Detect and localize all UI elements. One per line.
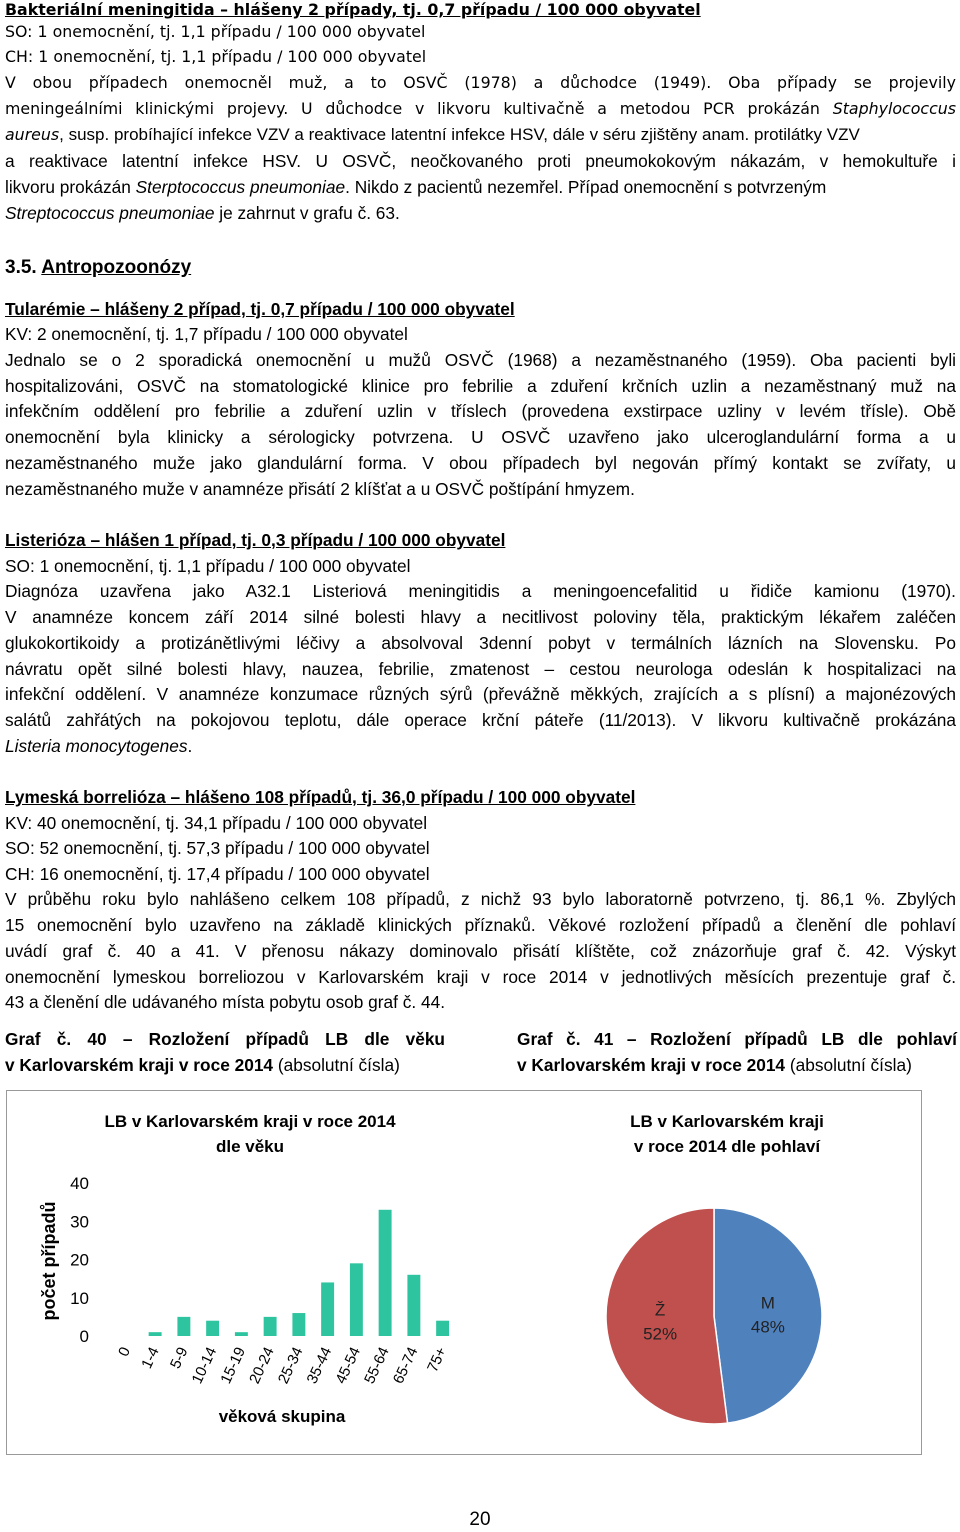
x-tick-label: 20-24 [246, 1344, 278, 1387]
listeriosis-line: V anamnéze koncem září 2014 silné bolesti hlavy a necitlivost poloviny těla, praktickým lékařem zaléčen [5, 607, 956, 627]
section-title: Antropozoonózy [41, 257, 192, 278]
y-tick-label: 10 [70, 1288, 89, 1308]
listeriosis-line: infekční oddělení. V anamnéze konzumace různých sýrů (převážně měkkých, zrajících a s plísní) a majonézových [5, 684, 956, 704]
listeriosis-line: glukokortikoidy a protizánětlivými léčivy a absolvoval 3denní pobyt v termálních lázních na Slovensku. Po [5, 633, 956, 653]
bar-chart-title-line1: LB v Karlovarském kraji v roce 2014 [104, 1112, 396, 1131]
bar-75+ [436, 1321, 449, 1336]
y-tick-label: 20 [70, 1250, 89, 1270]
lyme-line: uvádí graf č. 40 a 41. V přenosu nákazy dominovalo přisátí klíštěte, což znázorňuje graf č. 42. Výskyt [5, 941, 956, 961]
meningitis-p5-text-a: likvoru prokázán [5, 177, 131, 197]
y-tick-label: 30 [70, 1212, 89, 1232]
y-tick-label: 40 [70, 1174, 89, 1193]
x-tick-label: 25-34 [274, 1344, 307, 1387]
bar-chart-y-label: počet případů [39, 1201, 59, 1321]
pie-label: M [760, 1293, 775, 1313]
meningitis-p2-ital: Staphylococcus [832, 99, 956, 118]
meningitis-p2-text: meningeálními klinickými projevy. U důchodce v likvoru kultivačně a metodou PCR prokázán [5, 99, 820, 118]
lyme-so: SO: 52 onemocnění, tj. 57,3 případu / 100 000 obyvatel [5, 838, 430, 858]
lyme-line: 15 onemocnění bylo uzavřeno na základě klinických příznaků. Věkové rozložení případů a členění dle pohlaví [5, 915, 956, 935]
pie-slice-M [714, 1208, 822, 1423]
lyme-last: 43 a členění dle udávaného místa pobytu osob graf č. 44. [5, 992, 446, 1012]
listeriosis-tail: . [187, 736, 193, 756]
caption-41-line1: Graf č. 41 – Rozložení případů LB dle pohlaví [517, 1029, 957, 1049]
bar-5-9 [177, 1317, 190, 1336]
listeriosis-organism: Listeria monocytogenes [5, 736, 188, 756]
bar-45-54 [350, 1263, 363, 1336]
x-tick-label: 10-14 [188, 1344, 221, 1387]
meningitis-p2 [5, 99, 956, 119]
tularemia-line: hospitalizováni, OSVČ na stomatologické klinice pro febrilie a zduření krčních uzlin a nezaměstnaný muž na [5, 376, 956, 396]
meningitis-p5-ital: Sterptococcus pneumoniae [135, 177, 346, 197]
bar-1-4 [149, 1332, 162, 1336]
pie-label: Ž [654, 1300, 666, 1320]
lyme-heading: Lymeská borrelióza – hlášeno 108 případů, tj. 36,0 případu / 100 000 obyvatel [5, 787, 636, 807]
bar-10-14 [206, 1321, 219, 1336]
caption-41-tail: (absolutní čísla) [785, 1055, 912, 1075]
tularemia-line: infekčním oddělení pro febrilie a zduření uzlin v tříslech (provedena exstirpace uzliny v levém tříslе). Obě [5, 401, 956, 421]
listeriosis-line: návratu opět silné bolesti hlavy, nauzea, febrilie, zmatenost – cestou neurologa odeslán k hospitalizaci na [5, 659, 956, 679]
meningitis-heading: Bakteriální meningitida – hlášeny 2 případy, tj. 0,7 případu / 100 000 obyvatel [5, 0, 701, 19]
x-tick-label: 0 [115, 1344, 135, 1360]
meningitis-so: SO: 1 onemocnění, tj. 1,1 případu / 100 000 obyvatel [5, 22, 426, 41]
pie-chart-plot-area [606, 1208, 822, 1424]
pie-chart-title-line1: LB v Karlovarském kraji [630, 1112, 824, 1131]
bar-15-19 [235, 1332, 248, 1336]
meningitis-p3-text: , susp. probíhající infekce VZV a reaktivace latentní infekce HSV, dále v séru zjištěny anam. protilátky VZV [59, 125, 860, 144]
meningitis-p5 [5, 177, 826, 197]
x-tick-label: 15-19 [217, 1344, 250, 1387]
section-number: 3.5. [5, 257, 37, 278]
listeriosis-line: Diagnóza uzavřena jako A32.1 Listeriová meningitidis a meningoencefalitid u řidiče kamionu (1970). [5, 581, 956, 601]
gender-pie-chart [487, 1091, 921, 1454]
caption-40-line1: Graf č. 40 – Rozložení případů LB dle věku [5, 1029, 445, 1049]
meningitis-p6 [5, 203, 400, 223]
pie-pct-label: 48% [750, 1317, 785, 1337]
bar-20-24 [264, 1317, 277, 1336]
charts-frame [6, 1090, 922, 1455]
y-tick-label: 0 [79, 1327, 89, 1346]
tularemia-line: Jednalo se o 2 sporadická onemocnění u mužů OSVČ (1968) a nezaměstnaného (1959). Oba pacienti byli [5, 350, 956, 370]
pie-pct-label: 52% [643, 1324, 678, 1344]
x-tick-label: 1-4 [138, 1344, 163, 1372]
meningitis-p5-text-b: . Nikdo z pacientů nezemřel. Případ onemocnění s potvrzeným [345, 177, 827, 197]
meningitis-ch: CH: 1 onemocnění, tj. 1,1 případu / 100 000 obyvatel [5, 47, 427, 66]
bar-chart-title-line2: dle věku [215, 1137, 285, 1156]
listeriosis-line: salátů zahřátých na pokojovou teplotu, dále operace krční páteře (11/2013). V likvoru kultivačně prokázána [5, 710, 956, 730]
lyme-ch: CH: 16 onemocnění, tj. 17,4 případu / 100 000 obyvatel [5, 864, 430, 884]
lyme-kv: KV: 40 onemocnění, tj. 34,1 případu / 100 000 obyvatel [5, 813, 428, 833]
lyme-line: V průběhu roku bylo nahlášeno celkem 108 případů, z nichž 93 bylo laboratorně potvrzeno, tj. 86,1 %. Zbylých [5, 889, 956, 909]
tularemia-heading: Tularémie – hlášeny 2 případ, tj. 0,7 případu / 100 000 obyvatel [5, 299, 515, 319]
caption-40-tail: (absolutní čísla) [273, 1055, 400, 1075]
bar-55-64 [379, 1210, 392, 1336]
meningitis-p3-ital: aureus [5, 125, 60, 144]
caption-graph-41 [517, 1026, 957, 1078]
x-tick-label: 35-44 [303, 1344, 336, 1387]
caption-graph-40 [5, 1026, 445, 1078]
tularemia-line: nezaměstnaného muže v anamnéze přisátí 2 klíšťat a u OSVČ poštípání hmyzem. [5, 479, 635, 499]
lyme-line: onemocnění lymeskou borreliozou v Karlovarském kraji v roce 2014 v jednotlivých měsících prezentuje graf č. [5, 967, 956, 987]
meningitis-p3 [5, 125, 860, 145]
bar-65-74 [407, 1275, 420, 1336]
page-number: 20 [469, 1509, 491, 1530]
caption-41-line2: v Karlovarském kraji v roce 2014 [517, 1055, 786, 1075]
meningitis-p6-ital: Streptococcus pneumoniae [5, 203, 215, 223]
listeriosis-heading: Listerióza – hlášen 1 případ, tj. 0,3 případu / 100 000 obyvatel [5, 530, 506, 550]
x-tick-label: 55-64 [361, 1344, 393, 1387]
meningitis-p4: a reaktivace latentní infekce HSV. U OSVČ, neočkovaného proti pneumokokovým nákazám, v hemokultuře i [5, 151, 956, 171]
section-heading [5, 258, 191, 278]
listeriosis-so: SO: 1 onemocnění, tj. 1,1 případu / 100 000 obyvatel [5, 556, 411, 576]
tularemia-kv: KV: 2 onemocnění, tj. 1,7 případu / 100 000 obyvatel [5, 324, 408, 344]
pie-slice-Ž [606, 1208, 728, 1424]
x-tick-label: 65-74 [389, 1344, 422, 1387]
meningitis-p1: V obou případech onemocněl muž, a to OSVČ (1978) a důchodce (1949). Oba případy se projevily [5, 73, 956, 92]
meningitis-p6-text: je zahrnut v grafu č. 63. [214, 203, 400, 223]
bar-chart-x-label: věková skupina [218, 1407, 346, 1426]
age-bar-chart [7, 1091, 487, 1454]
listeriosis-last [5, 736, 192, 756]
x-tick-label: 5-9 [166, 1344, 192, 1372]
tularemia-line: onemocnění byla klinicky a sérologicky potvrzena. U OSVČ uzavřeno jako ulceroglandulární forma a u [5, 427, 956, 447]
pie-chart-title-line2: v roce 2014 dle pohlaví [633, 1137, 821, 1156]
tularemia-line: nezaměstnaného muže jako glandulární forma. V obou případech byl negován přímý kontakt se zvířaty, u [5, 453, 956, 473]
bar-25-34 [292, 1313, 305, 1336]
x-tick-label: 75+ [424, 1344, 451, 1375]
caption-40-line2: v Karlovarském kraji v roce 2014 [5, 1055, 274, 1075]
x-tick-label: 45-54 [332, 1344, 365, 1387]
bar-chart-plot-area [70, 1174, 450, 1386]
bar-35-44 [321, 1282, 334, 1336]
